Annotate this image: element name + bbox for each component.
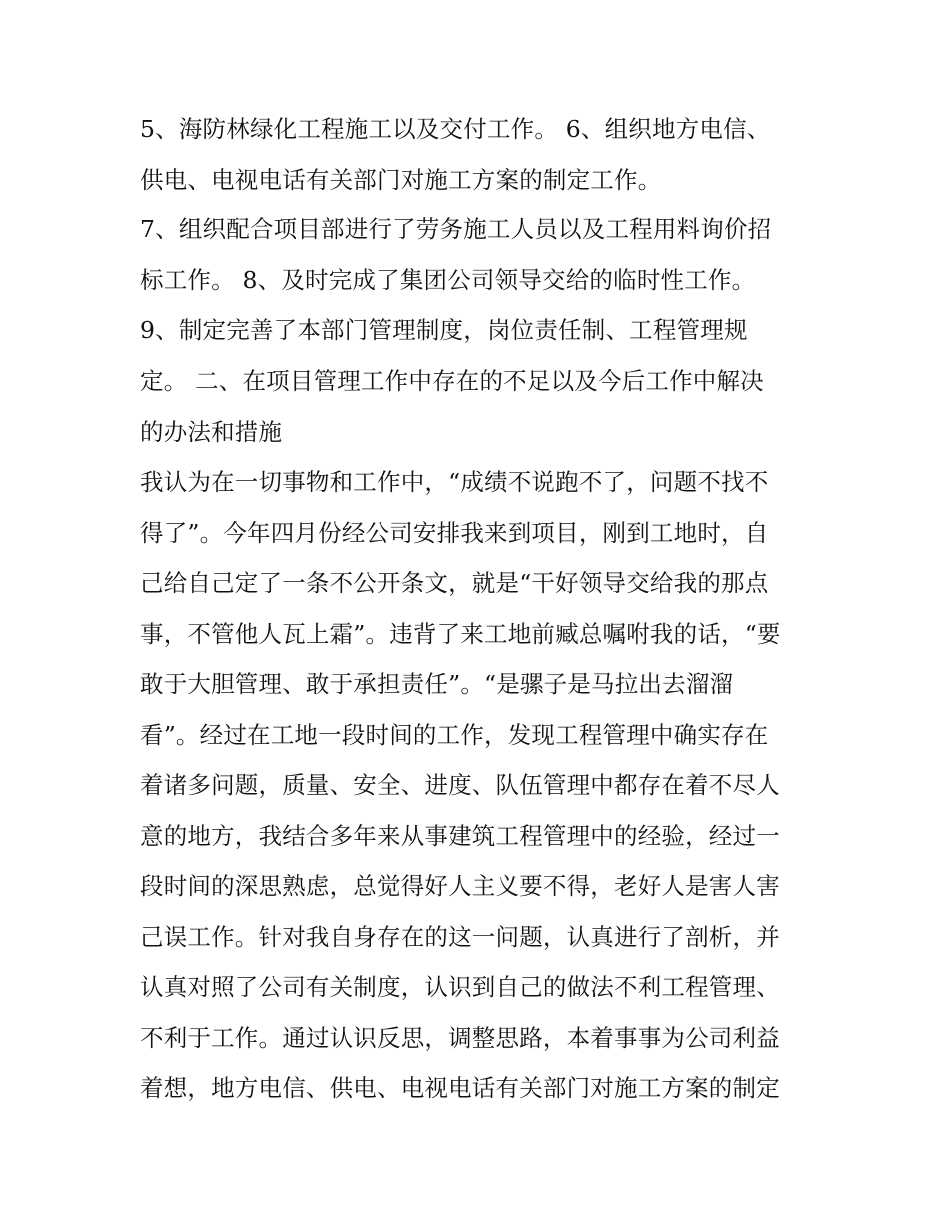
text-line: 标工作。 8、及时完成了集团公司领导交给的临时性工作。 <box>140 266 756 294</box>
text-line: 5、海防林绿化工程施工以及交付工作。 6、组织地方电信、 <box>140 115 771 143</box>
text-line: 段时间的深思熟虑，总觉得好人主义要不得，老好人是害人害 <box>140 872 780 900</box>
text-line: 己误工作。针对我自身存在的这一问题，认真进行了剖析，并 <box>140 923 780 951</box>
text-line: 的办法和措施 <box>140 418 283 446</box>
text-line: 供电、电视电话有关部门对施工方案的制定工作。 <box>140 166 662 194</box>
text-line: 定。 二、在项目管理工作中存在的不足以及今后工作中解决 <box>140 367 764 395</box>
text-line: 7、组织配合项目部进行了劳务施工人员以及工程用料询价招 <box>140 215 772 243</box>
text-line: 认真对照了公司有关制度，认识到自己的做法不利工程管理、 <box>140 973 780 1001</box>
text-line: 意的地方，我结合多年来从事建筑工程管理中的经验，经过一 <box>140 822 780 850</box>
text-line: 己给自己定了一条不公开条文，就是“干好领导交给我的那点 <box>140 569 769 597</box>
text-line: 敢于大胆管理、敢于承担责任”。“是骡子是马拉出去溜溜 <box>140 670 734 698</box>
text-line: 事，不管他人瓦上霜”。违背了来工地前臧总嘱咐我的话，“要 <box>140 620 781 648</box>
text-line: 不利于工作。通过认识反思，调整思路，本着事事为公司利益 <box>140 1024 780 1052</box>
text-line: 得了”。今年四月份经公司安排我来到项目，刚到工地时，自 <box>140 519 769 547</box>
text-line: 9、制定完善了本部门管理制度，岗位责任制、工程管理规 <box>140 316 748 344</box>
text-line: 看”。经过在工地一段时间的工作，发现工程管理中确实存在 <box>140 721 769 749</box>
text-line: 着诸多问题，质量、安全、进度、队伍管理中都存在着不尽人 <box>140 771 780 799</box>
text-line: 着想，地方电信、供电、电视电话有关部门对施工方案的制定 <box>140 1074 780 1102</box>
text-line: 我认为在一切事物和工作中，“成绩不说跑不了，问题不找不 <box>140 468 769 496</box>
